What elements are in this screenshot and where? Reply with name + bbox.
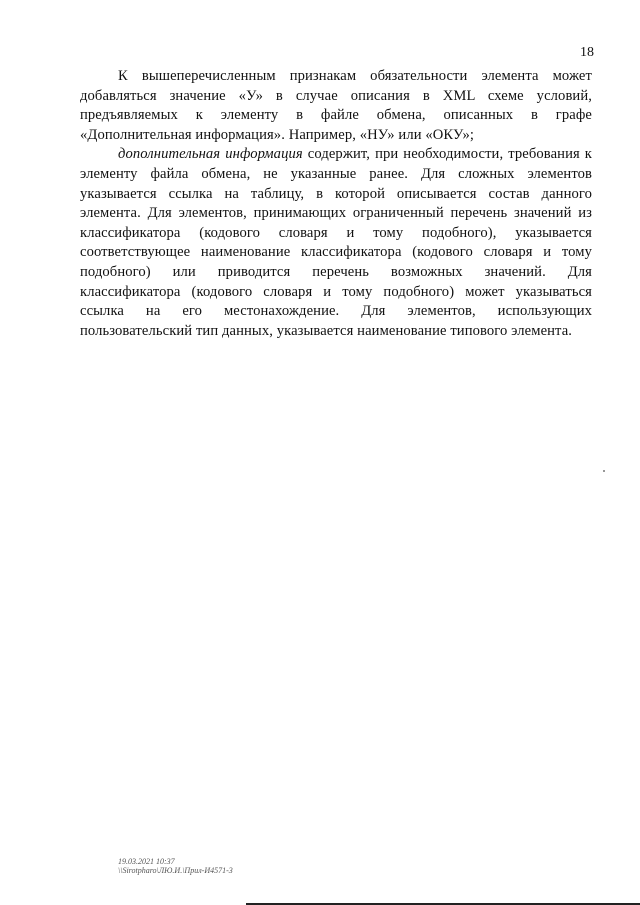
text-line: предъявляемых к элементу в файле обмена, описанных в графе xyxy=(80,107,592,124)
text-line: «Дополнительная информация». Например, «НУ» или «ОКУ»; xyxy=(80,126,475,143)
footer-timestamp: 19.03.2021 10:37 xyxy=(118,857,175,866)
paragraph-1 xyxy=(80,67,592,145)
paragraph-2 xyxy=(80,145,592,341)
text-line: элементу файла обмена, не указанные ранее. Для сложных элементов xyxy=(80,165,592,182)
footer-stamp xyxy=(118,857,233,875)
italic-term: дополнительная информация xyxy=(118,146,303,163)
text-line xyxy=(80,145,592,165)
page-number: 18 xyxy=(580,45,594,60)
text-line: пользовательский тип данных, указывается наименование типового элемента. xyxy=(80,322,573,339)
text-line: классификатора (кодового словаря и тому подобного) может указываться xyxy=(80,283,592,300)
document-body xyxy=(80,67,592,341)
text-line: К вышеперечисленным признакам обязательности элемента может xyxy=(118,68,592,84)
scan-speck xyxy=(603,470,605,472)
text-line: ссылка на его местонахождение. Для элементов, использующих xyxy=(80,303,592,320)
text-line: указывается ссылка на таблицу, в которой описывается состав данного xyxy=(80,185,592,202)
text-line: элемента. Для элементов, принимающих ограниченный перечень значений из xyxy=(80,205,592,222)
text-line: классификатора (кодового словаря и тому подобного), указывается xyxy=(80,224,592,241)
text-fragment: содержит, при необходимости, требования к xyxy=(302,146,592,163)
footer-file-path: \\Sirotpharo\ЛЮ.И.\Прил-И4571-3 xyxy=(118,866,233,875)
text-line: подобного) или приводится перечень возможных значений. Для xyxy=(80,263,592,280)
text-line: соответствующее наименование классификатора (кодового словаря и тому xyxy=(80,244,592,261)
text-line: добавляться значение «У» в случае описания в XML схеме условий, xyxy=(80,87,592,104)
